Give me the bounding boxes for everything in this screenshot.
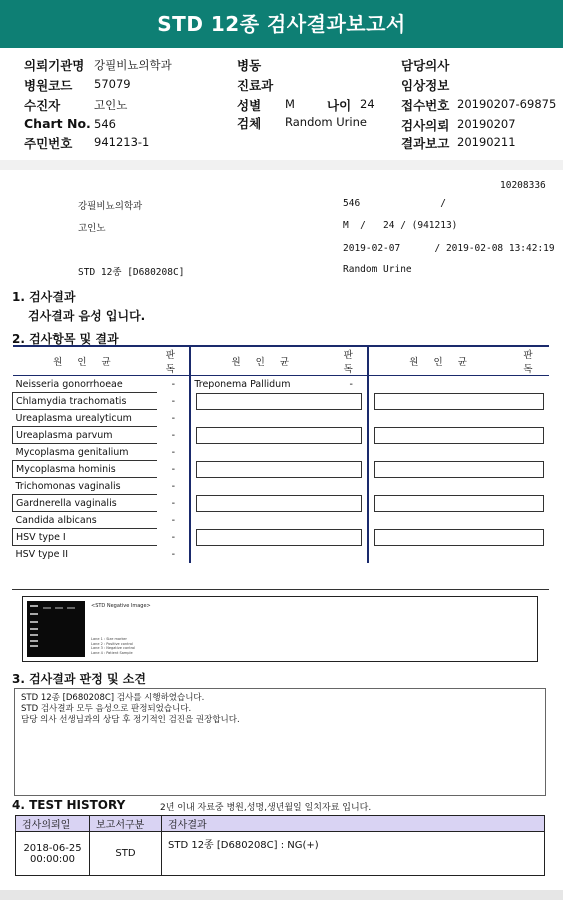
value-request-date: 20190207: [457, 117, 516, 131]
value-specimen: Random Urine: [285, 115, 367, 129]
slip-patient: 고인노: [78, 223, 106, 234]
value-patient: 고인노: [94, 98, 128, 112]
slip-specimen: Random Urine: [343, 264, 412, 275]
label-request-date: 검사의뢰: [401, 118, 450, 133]
value-receipt-no: 20190207-69875: [457, 97, 557, 111]
pathogen-result: -: [157, 410, 190, 427]
empty-cell: [374, 427, 544, 444]
table-row: [13, 393, 550, 410]
pathogen-name: Mycoplasma genitalium: [15, 446, 129, 458]
table-row: [13, 376, 550, 393]
gel-legend-item: Lane 1 : Size marker: [91, 637, 127, 641]
gel-image-panel: [22, 596, 538, 662]
slip-test-name: STD 12종 [D680208C]: [78, 267, 185, 278]
section1-heading: 1. 검사결과: [12, 290, 76, 304]
value-resident-no: 941213-1: [94, 135, 150, 149]
col2-judgement-header: 판 독: [335, 346, 368, 376]
section3-heading: 3. 검사결과 판정 및 소견: [12, 672, 146, 686]
pathogen-name: Candida albicans: [15, 514, 97, 526]
report-title: STD 12종 검사결과보고서: [0, 0, 563, 48]
history-col-result: 검사결과: [162, 816, 545, 832]
label-resident-no: 주민번호: [24, 136, 73, 151]
empty-cell: [196, 529, 362, 546]
pathogen-name: Gardnerella vaginalis: [13, 495, 158, 512]
empty-cell: [374, 461, 544, 478]
page-bottom-strip: [0, 890, 563, 900]
section4-heading: 4. TEST HISTORY: [12, 798, 126, 812]
label-hospital-code: 병원코드: [24, 78, 73, 93]
pathogen-result: -: [157, 461, 190, 478]
table-row: [13, 461, 550, 478]
gel-electrophoresis-image: [27, 601, 85, 657]
gel-legend-item: Lane 4 : Patient Sample: [91, 650, 133, 655]
pathogen-name: Treponema Pallidum: [194, 378, 291, 390]
slip-chart: 546 /: [343, 198, 446, 209]
col3-judgement-header: 판 독: [513, 346, 549, 376]
label-requesting-hospital: 의뢰기관명: [24, 58, 85, 73]
pathogen-result: -: [157, 393, 190, 410]
opinion-line: STD 12종 [D680208C] 검사를 시행하였습니다.: [21, 693, 205, 703]
history-time: 00:00:00: [30, 853, 75, 865]
value-requesting-hospital: 강필비뇨의학과: [94, 58, 172, 72]
history-date-cell: [16, 832, 90, 876]
empty-cell: [374, 495, 544, 512]
report-header: [0, 48, 563, 156]
pathogen-result: -: [157, 478, 190, 495]
history-table: [15, 815, 545, 876]
label-department: 진료과: [237, 78, 274, 93]
col1-pathogen-header: 원 인 균: [13, 346, 158, 376]
header-divider: [0, 160, 563, 170]
pathogen-result: -: [157, 444, 190, 461]
pathogen-name: Chlamydia trachomatis: [13, 393, 158, 410]
table-row: [13, 478, 550, 495]
empty-cell: [196, 461, 362, 478]
value-chart-no: 546: [94, 117, 116, 131]
history-result: STD 12종 [D680208C] : NG(+): [162, 832, 545, 876]
pathogen-result: -: [157, 529, 190, 546]
table-row: [13, 427, 550, 444]
pathogen-result: -: [157, 512, 190, 529]
slip-dates: 2019-02-07 / 2019-02-08 13:42:19: [343, 243, 555, 254]
value-hospital-code: 57079: [94, 77, 131, 91]
pathogen-name: HSV type II: [15, 548, 69, 560]
pathogen-name: Trichomonas vaginalis: [15, 480, 121, 492]
table-row: [13, 546, 550, 563]
label-age: 나이: [327, 98, 352, 113]
label-sex: 성별: [237, 98, 262, 113]
slip-hospital: 강필비뇨의학과: [78, 201, 143, 212]
table-row: [13, 529, 550, 546]
empty-cell: [374, 529, 544, 546]
history-type: STD: [90, 832, 162, 876]
value-sex: M: [285, 97, 295, 111]
pathogen-name: Ureaplasma urealyticum: [15, 412, 132, 424]
label-report-date: 결과보고: [401, 136, 450, 151]
empty-cell: [374, 393, 544, 410]
label-chart-no: Chart No.: [24, 116, 91, 131]
gel-legend-item: Lane 2 : Positive control: [91, 641, 133, 646]
opinion-box: [14, 688, 546, 796]
pathogen-name: Mycoplasma hominis: [13, 461, 158, 478]
empty-cell: [196, 393, 362, 410]
slip-sex-age: M / 24 / (941213): [343, 220, 458, 231]
col3-pathogen-header: 원 인 균: [368, 346, 513, 376]
label-attending-doctor: 담당의사: [401, 58, 450, 73]
gel-legend-item: Lane 3 : Negative control: [91, 646, 136, 650]
col2-pathogen-header: 원 인 균: [190, 346, 335, 376]
pathogen-result: -: [157, 376, 190, 393]
table-row: [13, 495, 550, 512]
col1-judgement-header: 판 독: [157, 346, 190, 376]
label-ward: 병동: [237, 58, 262, 73]
table-row: [13, 512, 550, 529]
empty-cell: [196, 495, 362, 512]
pathogen-result: -: [335, 376, 368, 393]
table-row: [13, 410, 550, 427]
history-col-type: 보고서구분: [90, 816, 162, 832]
table-row: [13, 444, 550, 461]
history-date: 2018-06-25: [23, 842, 82, 854]
pathogen-result: -: [157, 495, 190, 512]
empty-cell: [196, 427, 362, 444]
table-row: [16, 832, 545, 876]
label-clinical-info: 임상정보: [401, 78, 450, 93]
pathogen-name: HSV type I: [13, 529, 158, 546]
section-divider: [12, 589, 549, 590]
report-sheet: [0, 170, 563, 890]
history-note: 2년 이내 자료중 병원,성명,생년월일 일치자료 입니다.: [160, 803, 372, 813]
pathogen-name: Ureaplasma parvum: [13, 427, 158, 444]
history-col-date: 검사의뢰일: [16, 816, 90, 832]
section1-result: 검사결과 음성 입니다.: [28, 309, 146, 323]
gel-caption: <STD Negative Image>: [91, 603, 151, 609]
slip-code: 10208336: [500, 180, 546, 191]
opinion-line: STD 검사결과 모두 음성으로 판정되었습니다.: [21, 704, 192, 714]
opinion-line: 담당 의사 선생님과의 상담 후 정기적인 검진을 권장합니다.: [21, 715, 240, 725]
value-age: 24: [360, 97, 375, 111]
section2-heading: 2. 검사항목 및 결과: [12, 332, 119, 346]
label-patient: 수진자: [24, 98, 61, 113]
label-specimen: 검체: [237, 116, 262, 131]
pathogen-result: -: [157, 427, 190, 444]
label-receipt-no: 접수번호: [401, 98, 450, 113]
pathogen-name: Neisseria gonorrhoeae: [15, 378, 123, 390]
pathogen-result: -: [157, 546, 190, 563]
value-report-date: 20190211: [457, 135, 516, 149]
gel-legend: [91, 637, 135, 655]
pathogen-table: [12, 345, 549, 563]
